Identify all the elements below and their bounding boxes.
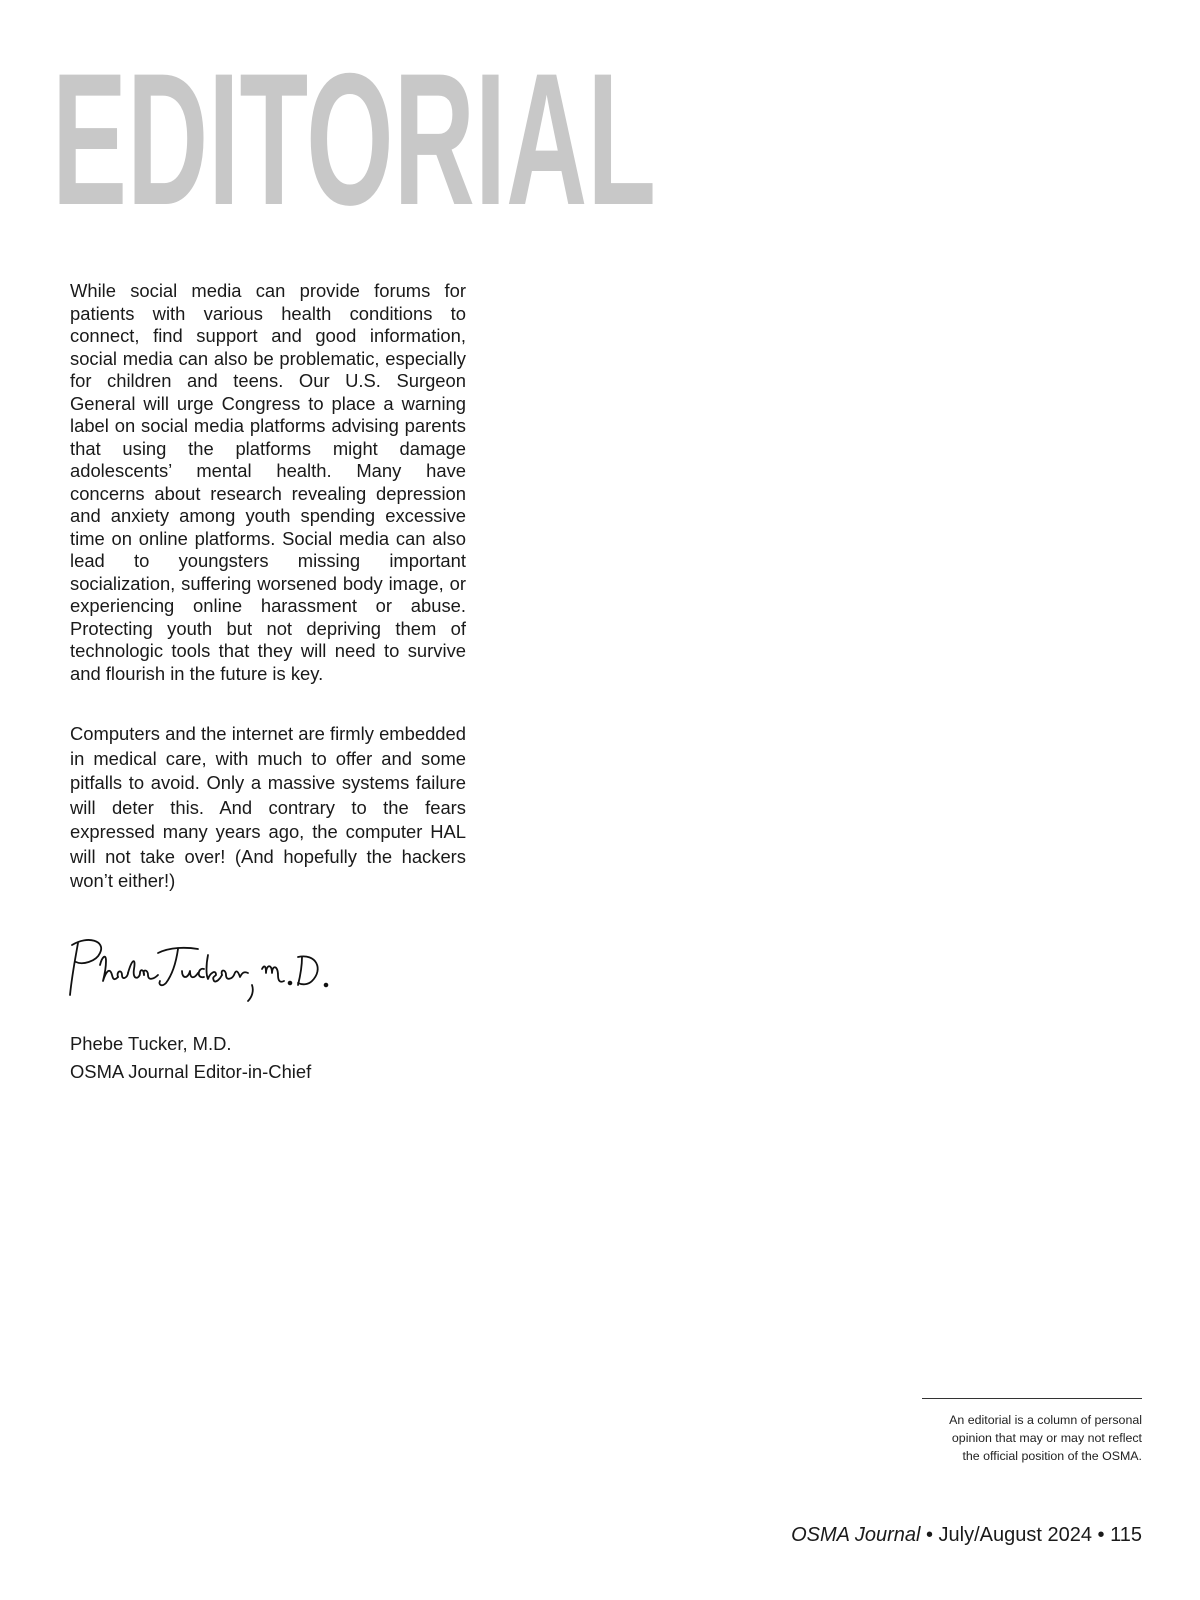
page-footer [791,1524,1142,1547]
disclaimer [922,1398,1142,1465]
article-paragraph: Computers and the internet are firmly embedded in medical care, with much to offer and some pitfalls to avoid. Only a massive systems failure will deter this. And contrary to the fears expressed many years ago, the computer HAL will not take over! (And hopefully the hackers won’t either!) [70,723,466,891]
signer-title: OSMA Journal Editor-in-Chief [70,1061,312,1082]
disclaimer-line: the official position of the OSMA. [962,1449,1142,1463]
signer-name: Phebe Tucker, M.D. [70,1033,232,1054]
signer-block [70,1030,311,1086]
disclaimer-line: opinion that may or may not reflect [951,1431,1142,1445]
masthead [52,34,692,244]
footer-page-number: 115 [1110,1524,1142,1546]
masthead-title: EDITORIAL [52,34,656,244]
handwritten-signature [66,935,346,1010]
article-body [70,280,466,894]
disclaimer-line: An editorial is a column of personal [949,1413,1142,1427]
footer-separator: • [1091,1524,1111,1546]
footer-separator: • [920,1524,939,1546]
footer-issue: July/August 2024 [938,1524,1092,1546]
footer-journal: OSMA Journal [791,1524,921,1546]
article-paragraph: While social media can provide forums for patients with various health conditions to connect, find support and good information, social media can also be problematic, especially for children and teens. Our U.S. Surgeon General will urge Congress to place a warning label on social media platforms advising parents that using the platforms might damage adolescents’ mental health. Many have concerns about research revealing depression and anxiety among youth spending excessive time on online platforms. Social media can also lead to youngsters missing important socialization, suffering worsened body image, or experiencing online harassment or abuse. Protecting youth but not depriving them of technologic tools that they will need to survive and flourish in the future is key. [70,280,466,684]
masthead-graphic [52,34,692,244]
